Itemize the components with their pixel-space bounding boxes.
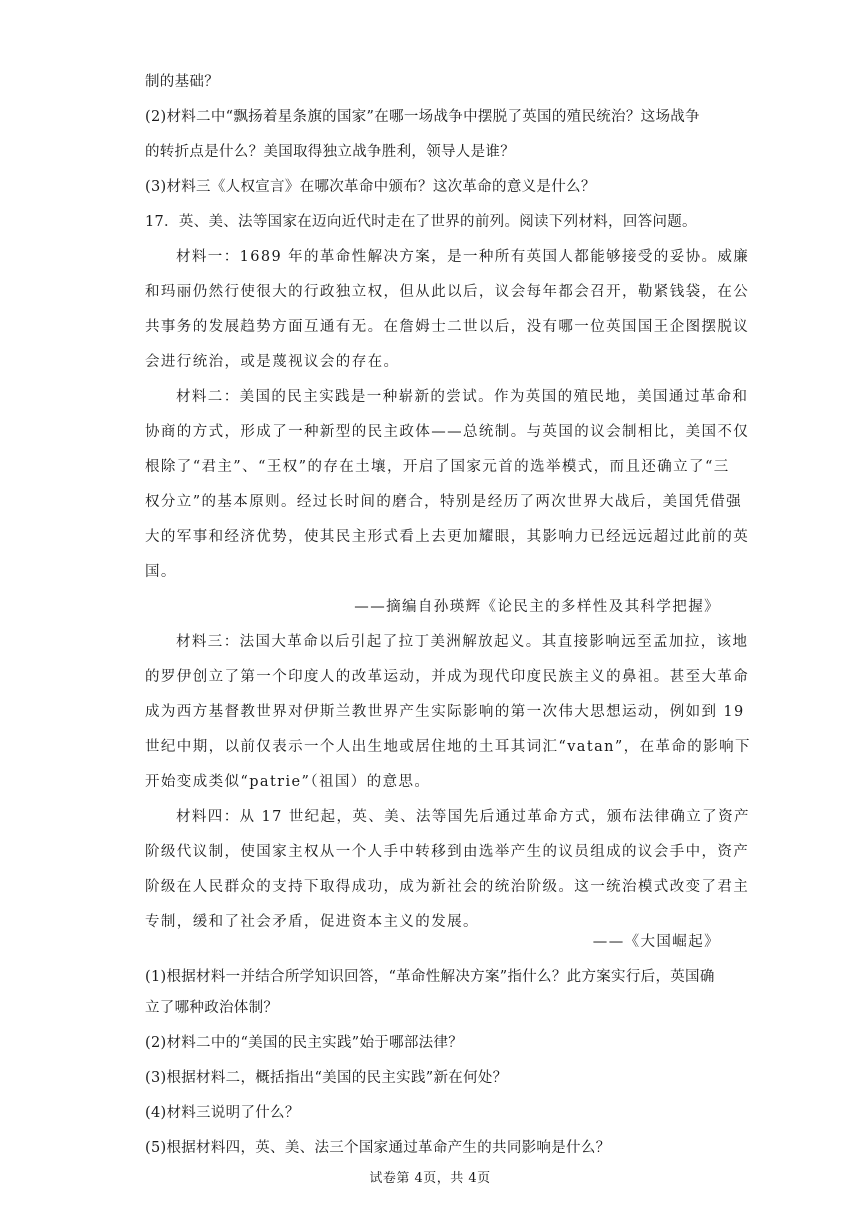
material-1-line: 共事务的发展趋势方面互通有无。在詹姆士二世以后，没有哪一位英国国王企图摆脱议 bbox=[145, 319, 750, 335]
sub-question-line: 立了哪种政治体制？ bbox=[145, 1000, 279, 1016]
material-2-line: 材料二：美国的民主实践是一种崭新的尝试。作为英国的殖民地，美国通过革命和 bbox=[176, 389, 749, 405]
material-4-line: 阶级代议制，使国家主权从一个人手中转移到由选举产生的议员组成的议会手中，资产 bbox=[145, 844, 750, 860]
material-2-line: 协商的方式，形成了一种新型的民主政体——总统制。与英国的议会制相比，美国不仅 bbox=[145, 424, 750, 440]
q16-sub2-line1: (2)材料二中“飘扬着星条旗的国家”在哪一场战争中摆脱了英国的殖民统治？这场战争 bbox=[145, 109, 700, 125]
material-3-line: 世纪中期，以前仅表示一个人出生地或居住地的土耳其词汇“vatan”，在革命的影响下 bbox=[145, 739, 751, 755]
material-1-line: 材料一：1689 年的革命性解决方案，是一种所有英国人都能够接受的妥协。威廉 bbox=[176, 249, 750, 265]
q17-stem: 17．英、美、法等国家在迈向近代时走在了世界的前列。阅读下列材料，回答问题。 bbox=[145, 214, 697, 230]
sub-question-line: (1)根据材料一并结合所学知识回答，“革命性解决方案”指什么？此方案实行后，英国确 bbox=[145, 969, 715, 985]
material-4-source: ——《大国崛起》 bbox=[592, 934, 720, 950]
material-1-line: 会进行统治，或是蔑视议会的存在。 bbox=[145, 354, 400, 370]
material-3-line: 开始变成类似“patrie”（祖国）的意思。 bbox=[145, 774, 431, 790]
page-footer: 试卷第 4页，共 4页 bbox=[369, 1171, 491, 1186]
material-3-line: 材料三：法国大革命以后引起了拉丁美洲解放起义。其直接影响远至孟加拉，该地 bbox=[176, 634, 749, 650]
material-4-line: 阶级在人民群众的支持下取得成功，成为新社会的统治阶级。这一统治模式改变了君主 bbox=[145, 879, 750, 895]
material-4-line: 材料四：从 17 世纪起，英、美、法等国先后通过革命方式，颁布法律确立了资产 bbox=[176, 809, 750, 825]
material-2-source: ——摘编自孙瑛辉《论民主的多样性及其科学把握》 bbox=[354, 599, 720, 615]
q16-sub2-line2: 的转折点是什么？美国取得独立战争胜利，领导人是谁？ bbox=[145, 144, 515, 160]
sub-question-line: (5)根据材料四，英、美、法三个国家通过革命产生的共同影响是什么？ bbox=[145, 1140, 611, 1156]
sub-question-line: (4)材料三说明了什么？ bbox=[145, 1105, 300, 1121]
sub-question-line: (3)根据材料二，概括指出“美国的民主实践”新在何处？ bbox=[145, 1070, 508, 1086]
material-3-line: 成为西方基督教世界对伊斯兰教世界产生实际影响的第一次伟大思想运动，例如到 19 bbox=[145, 704, 745, 720]
q16-line-continuation: 制的基础？ bbox=[145, 74, 219, 90]
material-4-line: 专制，缓和了社会矛盾，促进资本主义的发展。 bbox=[145, 914, 479, 930]
sub-question-line: (2)材料二中的“美国的民主实践”始于哪部法律？ bbox=[145, 1035, 464, 1051]
material-2-line: 大的军事和经济优势，使其民主形式看上去更加耀眼，其影响力已经远远超过此前的英 bbox=[145, 529, 750, 545]
material-2-line: 根除了“君主”、“王权”的存在土壤，开启了国家元首的选举模式，而且还确立了“三 bbox=[145, 459, 730, 475]
material-3-line: 的罗伊创立了第一个印度人的改革运动，并成为现代印度民族主义的鼻祖。甚至大革命 bbox=[145, 669, 750, 685]
material-2-line: 国。 bbox=[145, 564, 177, 580]
material-2-line: 权分立”的基本原则。经过长时间的磨合，特别是经历了两次世界大战后，美国凭借强 bbox=[145, 494, 743, 510]
material-1-line: 和玛丽仍然行使很大的行政独立权，但从此以后，议会每年都会召开，勒紧钱袋，在公 bbox=[145, 284, 750, 300]
q16-sub3-line1: (3)材料三《人权宣言》在哪次革命中颁布？这次革命的意义是什么？ bbox=[145, 179, 596, 195]
